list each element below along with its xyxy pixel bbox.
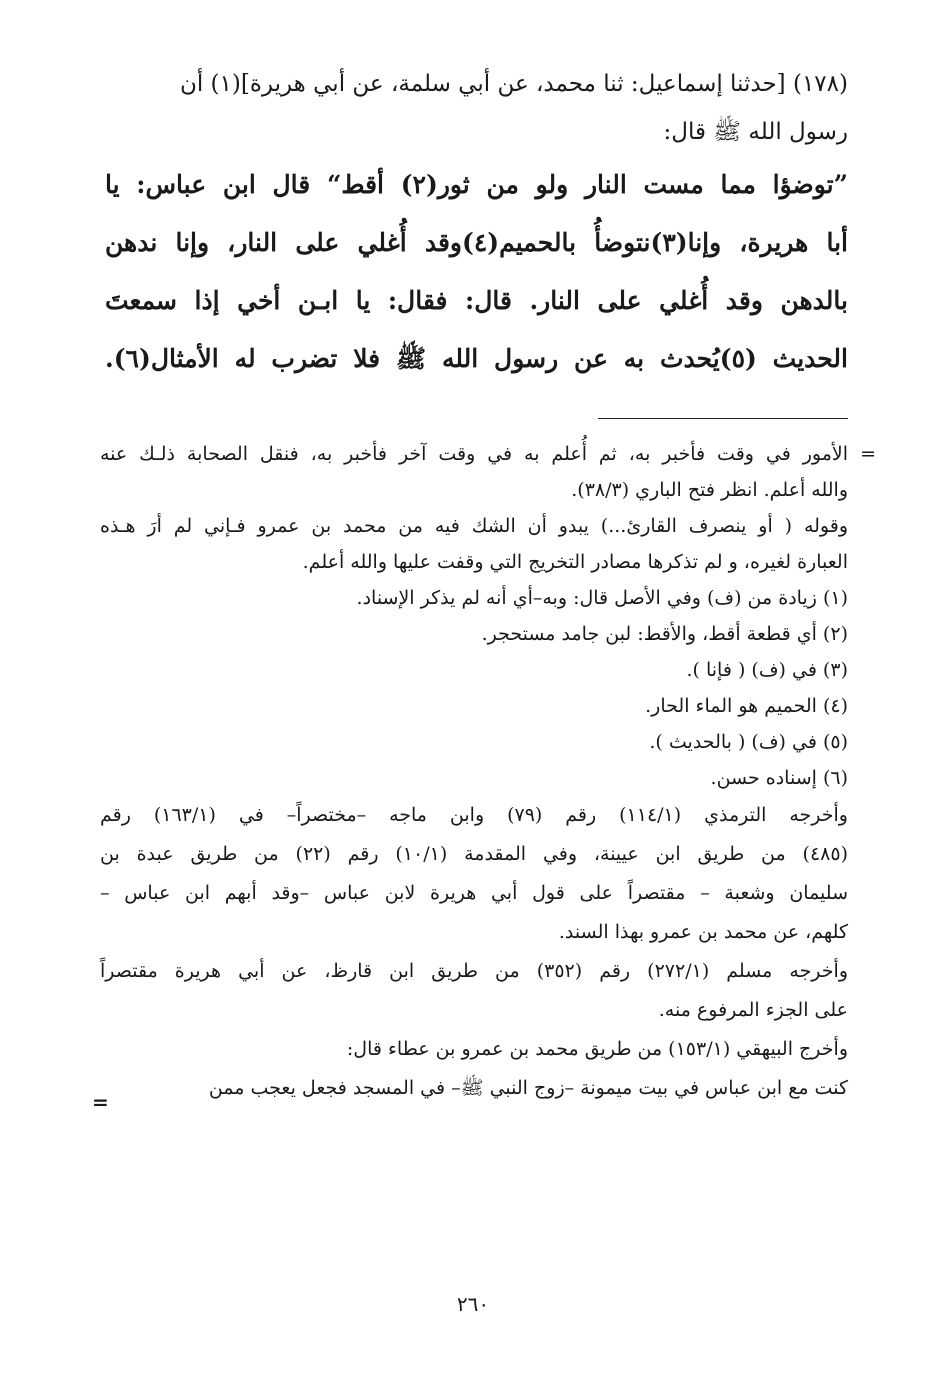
takhrij-2-line-1: وأخرجه مسلم (٢٧٢/١) رقم (٣٥٢) من طريق ابن قارظ، عن أبي هريرة مقتصراً: [100, 960, 848, 982]
footnote-6: (٦) إسناده حسن.: [710, 767, 848, 789]
takhrij-3-line-1: وأخرج البيهقي (١٥٣/١) من طريق محمد بن عمرو بن عطاء قال:: [346, 1038, 848, 1060]
continuation-marker: =: [860, 443, 876, 465]
footnote-continuation-line-4: العبارة لغيره، و لم تذكرها مصادر التخريج التي وقفت عليها والله أعلم.: [302, 551, 848, 573]
footnote-3: (٣) في (ف) ( فإنا ).: [686, 659, 848, 681]
isnad-line-1: (١٧٨) [حدثنا إسماعيل: ثنا محمد، عن أبي سلمة، عن أبي هريرة](١) أن: [179, 70, 848, 97]
hadith-line-4: الحديث (٥)يُحدث به عن رسول الله ﷺ فلا تضرب له الأمثال(٦).: [105, 344, 848, 373]
footnote-divider: [598, 418, 848, 419]
footnote-4: (٤) الحميم هو الماء الحار.: [645, 695, 848, 717]
hadith-line-2: أبا هريرة، وإنا(٣)نتوضأُ بالحميم(٤)وقد أُغلي على النار، وإنا ندهن: [105, 228, 848, 257]
footnote-continuation-line-2: والله أعلم. انظر فتح الباري (٣٨/٣).: [571, 479, 848, 501]
continues-marker: =: [92, 1090, 109, 1114]
takhrij-1-line-3: سليمان وشعبة – مقتصراً على قول أبي هريرة لابن عباس –وقد أبهم ابن عباس –: [100, 882, 848, 904]
isnad-line-2: رسول الله ﷺ قال:: [663, 118, 848, 145]
takhrij-1-line-1: وأخرجه الترمذي (١١٤/١) رقم (٧٩) وابن ماجه –مختصراً– في (١٦٣/١) رقم: [100, 804, 848, 826]
page-number: ٢٦٠: [456, 1292, 490, 1316]
hadith-line-3: بالدهن وقد أُغلي على النار. قال: فقال: يا ابـن أخي إذا سمعتَ: [105, 286, 848, 315]
footnote-1: (١) زيادة من (ف) وفي الأصل قال: وبه–أي أنه لم يذكر الإسناد.: [356, 587, 848, 609]
takhrij-1-line-4: كلهم، عن محمد بن عمرو بهذا السند.: [558, 921, 848, 943]
footnote-5: (٥) في (ف) ( بالحديث ).: [649, 731, 848, 753]
footnote-text: الأمور في وقت فأخبر به، ثم أُعلم به في وقت آخر فأخبر به، فنقل الصحابة ذلـك عنه: [100, 443, 848, 465]
footnotes: [92, 436, 876, 1114]
takhrij-2-line-2: على الجزء المرفوع منه.: [658, 999, 848, 1021]
footnote-continuation-line-1: [100, 436, 876, 472]
footnote-2: (٢) أي قطعة أقط، والأقط: لبن جامد مستحجر.: [481, 623, 848, 645]
footnote-continuation-line-3: وقوله ( أو ينصرف القارئ...) يبدو أن الشك فيه من محمد بن عمرو فـإني لم أرَ هـذه: [100, 515, 848, 537]
takhrij-3-line-2: [92, 1069, 848, 1114]
footnote-text: كنت مع ابن عباس في بيت ميمونة –زوج النبي ﷺ– في المسجد فجعل يعجب ممن: [208, 1077, 848, 1099]
takhrij-1-line-2: (٤٨٥) من طريق ابن عيينة، وفي المقدمة (١٠/١) رقم (٢٢) من طريق عبدة بن: [100, 843, 849, 865]
main-text: [105, 60, 848, 388]
hadith-line-1: ”توضؤا مما مست النار ولو من ثور(٢) أقط“ قال ابن عباس: يا: [105, 170, 848, 199]
